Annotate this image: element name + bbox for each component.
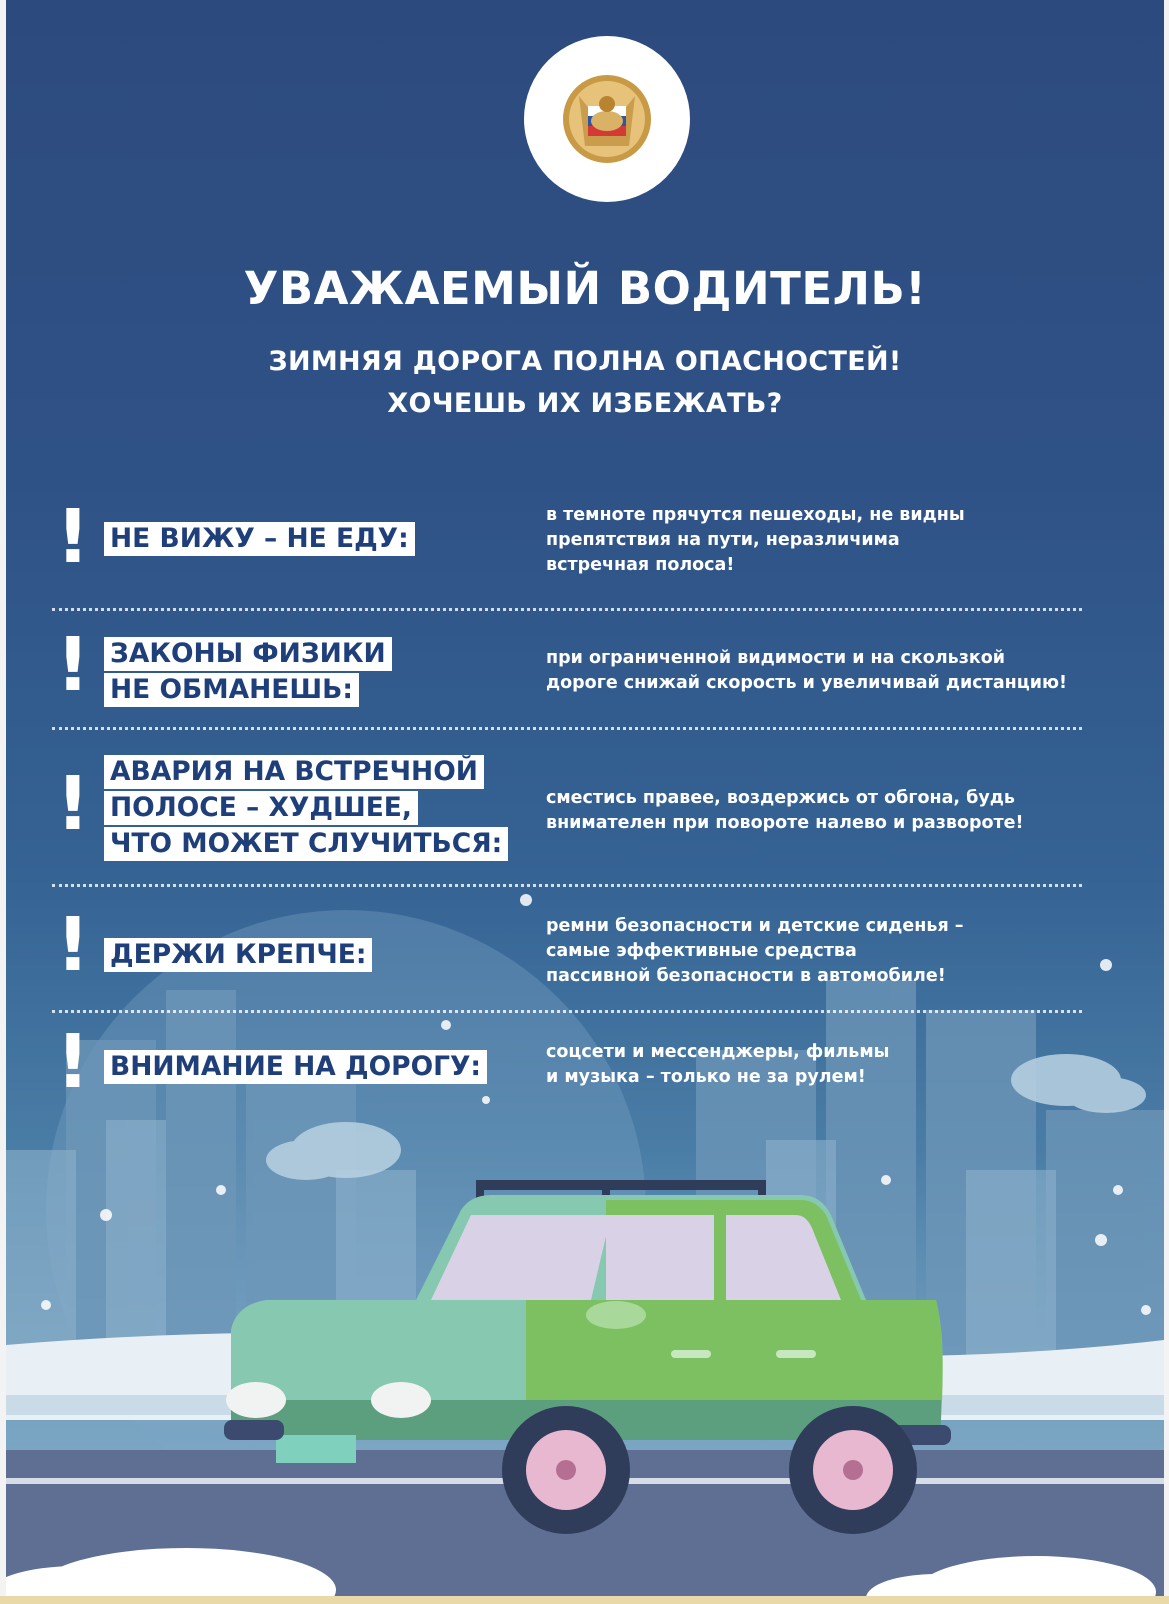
poster [6,0,1164,1596]
bottom-strip [0,1596,1169,1604]
subtitle-line-1: ЗИМНЯЯ ДОРОГА ПОЛНА ОПАСНОСТЕЙ! [268,346,902,377]
rule-5-description [546,1040,890,1090]
exclamation-icon: ! [56,761,90,847]
rule-label-line: АВАРИЯ НА ВСТРЕЧНОЙ [104,755,484,789]
rule-4-description [546,914,964,989]
rule-2-description [546,646,1067,696]
exclamation-icon: ! [56,1019,90,1105]
rule-label-line: НЕ ОБМАНЕШЬ: [104,673,359,707]
exclamation-icon: ! [56,902,90,988]
emblem-badge [524,36,690,202]
rule-label-line: ЧТО МОЖЕТ СЛУЧИТЬСЯ: [104,827,508,861]
rule-desc-line: самые эффективные средства [546,941,857,961]
rule-label-line: ВНИМАНИЕ НА ДОРОГУ: [104,1050,487,1084]
rule-5-label [104,1050,487,1086]
rule-desc-line: и музыка – только не за рулем! [546,1067,866,1087]
rule-desc-line: ремни безопасности и детские сиденья – [546,916,964,936]
rule-4-label [104,938,372,974]
rule-label-line: ДЕРЖИ КРЕПЧЕ: [104,938,372,972]
rule-desc-line: пассивной безопасности в автомобиле! [546,966,946,986]
rule-3-description [546,786,1024,836]
dotted-divider [52,608,1082,611]
rule-desc-line: при ограниченной видимости и на скользкой [546,648,1006,668]
rule-1-label [104,522,415,558]
rule-label-line: НЕ ВИЖУ – НЕ ЕДУ: [104,522,415,556]
traffic-police-emblem-icon [524,36,690,202]
page-title: УВАЖАЕМЫЙ ВОДИТЕЛЬ! [243,262,927,315]
exclamation-icon: ! [56,622,90,708]
rule-desc-line: соцсети и мессенджеры, фильмы [546,1042,890,1062]
subtitle-line-2: ХОЧЕШЬ ИХ ИЗБЕЖАТЬ? [387,388,783,419]
rule-desc-line: дороге снижай скорость и увеличивай дистанцию! [546,673,1067,693]
rule-1-description [546,503,965,578]
rule-label-line: ПОЛОСЕ – ХУДШЕЕ, [104,791,418,825]
dotted-divider [52,727,1082,730]
rule-3-label [104,755,508,863]
rule-2-label [104,637,392,709]
rule-desc-line: сместись правее, воздержись от обгона, будь [546,788,1015,808]
dotted-divider [52,1010,1082,1013]
rule-label-line: ЗАКОНЫ ФИЗИКИ [104,637,392,671]
rule-desc-line: препятствия на пути, неразличима [546,530,900,550]
rule-desc-line: в темноте прячутся пешеходы, не видны [546,505,965,525]
exclamation-icon: ! [56,494,90,580]
rule-desc-line: встречная полоса! [546,555,735,575]
rule-desc-line: внимателен при повороте налево и развороте! [546,813,1024,833]
dotted-divider [52,884,1082,887]
